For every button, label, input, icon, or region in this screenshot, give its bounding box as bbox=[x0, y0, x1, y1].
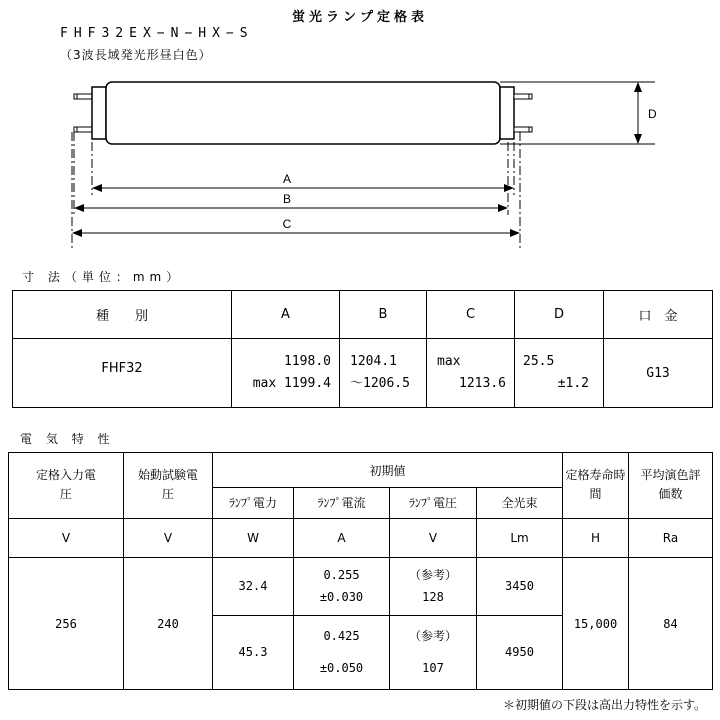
current-value: 0.425 bbox=[323, 629, 360, 644]
lamp-description: （3波長域発光形昼白色） bbox=[60, 48, 212, 62]
unit-cell: H bbox=[563, 518, 629, 557]
lamp-current-value bbox=[294, 615, 390, 689]
rated-input-voltage-label: 定格入力電圧 bbox=[35, 468, 96, 502]
lamp-voltage-header: ﾗﾝﾌﾟ電圧 bbox=[390, 488, 477, 519]
right-cap bbox=[500, 87, 514, 139]
initial-value-header: 初期値 bbox=[213, 453, 563, 488]
d-value: 25.5 bbox=[523, 354, 555, 369]
col-c-header: C bbox=[427, 291, 515, 339]
table-row bbox=[9, 518, 713, 557]
voltage-reference: （参考） bbox=[408, 568, 457, 583]
unit-cell: A bbox=[294, 518, 390, 557]
lamp-current-value bbox=[294, 558, 390, 616]
rated-input-voltage-header bbox=[9, 453, 124, 519]
dimensions-heading: 寸 法（単位：mm） bbox=[22, 270, 184, 284]
b-value: 1204.1 bbox=[350, 354, 397, 369]
cri-value: 84 bbox=[629, 558, 713, 690]
lamp-voltage-value bbox=[390, 558, 477, 616]
page-title: 蛍光ランプ定格表 bbox=[291, 10, 428, 25]
model-number: FHF32EX−N−HX−S bbox=[60, 26, 254, 41]
total-flux-value: 4950 bbox=[477, 615, 563, 689]
right-pins bbox=[514, 94, 532, 132]
left-pins bbox=[74, 94, 92, 132]
footnote: ＊初期値の下段は高出力特性を示す。 bbox=[502, 698, 706, 712]
voltage-value: 107 bbox=[422, 661, 444, 676]
lamp-tube bbox=[106, 82, 500, 144]
lamp-voltage-value bbox=[390, 615, 477, 689]
lamp-power-value: 45.3 bbox=[213, 615, 294, 689]
a-cell bbox=[232, 339, 340, 408]
dimensions-table bbox=[12, 290, 713, 408]
col-type-header: 種 別 bbox=[13, 291, 232, 339]
lamp-power-value: 32.4 bbox=[213, 558, 294, 616]
unit-cell: V bbox=[124, 518, 213, 557]
c-value: 1213.6 bbox=[459, 376, 506, 391]
electrical-table bbox=[8, 452, 713, 690]
lamp-current-header: ﾗﾝﾌﾟ電流 bbox=[294, 488, 390, 519]
unit-cell: W bbox=[213, 518, 294, 557]
base-cell: G13 bbox=[604, 339, 713, 408]
rated-input-voltage-value: 256 bbox=[9, 558, 124, 690]
start-test-voltage-label: 始動試験電圧 bbox=[137, 468, 198, 502]
total-flux-header: 全光束 bbox=[477, 488, 563, 519]
col-b-header: B bbox=[340, 291, 427, 339]
unit-cell: V bbox=[390, 518, 477, 557]
unit-cell: Ra bbox=[629, 518, 713, 557]
col-d-header: D bbox=[515, 291, 604, 339]
type-cell: FHF32 bbox=[13, 339, 232, 408]
label-b: B bbox=[282, 192, 292, 206]
current-value: 0.255 bbox=[323, 568, 360, 583]
d-cell bbox=[515, 339, 604, 408]
lamp-power-header: ﾗﾝﾌﾟ電力 bbox=[213, 488, 294, 519]
col-a-header: A bbox=[232, 291, 340, 339]
start-test-voltage-header bbox=[124, 453, 213, 519]
start-test-voltage-value: 240 bbox=[124, 558, 213, 690]
b-range-value: ～1206.5 bbox=[350, 376, 410, 391]
table-row bbox=[13, 291, 713, 339]
a-value: 1198.0 bbox=[284, 354, 331, 369]
table-row bbox=[13, 339, 713, 408]
d-tolerance: ±1.2 bbox=[557, 376, 589, 391]
electrical-heading: 電 気 特 性 bbox=[20, 432, 115, 446]
table-row bbox=[9, 453, 713, 488]
col-base-header: 口 金 bbox=[604, 291, 713, 339]
rated-life-label: 定格寿命時間 bbox=[565, 468, 626, 502]
cri-header bbox=[629, 453, 713, 519]
rated-life-value: 15,000 bbox=[563, 558, 629, 690]
table-row bbox=[9, 558, 713, 616]
current-tolerance: ±0.030 bbox=[319, 590, 364, 605]
lamp-diagram bbox=[0, 66, 720, 266]
a-max-value: max 1199.4 bbox=[252, 376, 331, 391]
extension-lines bbox=[72, 132, 520, 250]
voltage-reference: （参考） bbox=[408, 629, 457, 644]
total-flux-value: 3450 bbox=[477, 558, 563, 616]
rated-life-header bbox=[563, 453, 629, 519]
cri-label: 平均演色評価数 bbox=[640, 468, 701, 502]
label-a: A bbox=[282, 172, 292, 186]
current-tolerance: ±0.050 bbox=[319, 661, 364, 676]
c-max-label: max bbox=[437, 354, 461, 369]
b-cell bbox=[340, 339, 427, 408]
left-cap bbox=[92, 87, 106, 139]
unit-cell: Lm bbox=[477, 518, 563, 557]
voltage-value: 128 bbox=[422, 590, 444, 605]
label-d: D bbox=[648, 107, 657, 121]
label-c: C bbox=[282, 217, 292, 231]
unit-cell: V bbox=[9, 518, 124, 557]
c-cell bbox=[427, 339, 515, 408]
